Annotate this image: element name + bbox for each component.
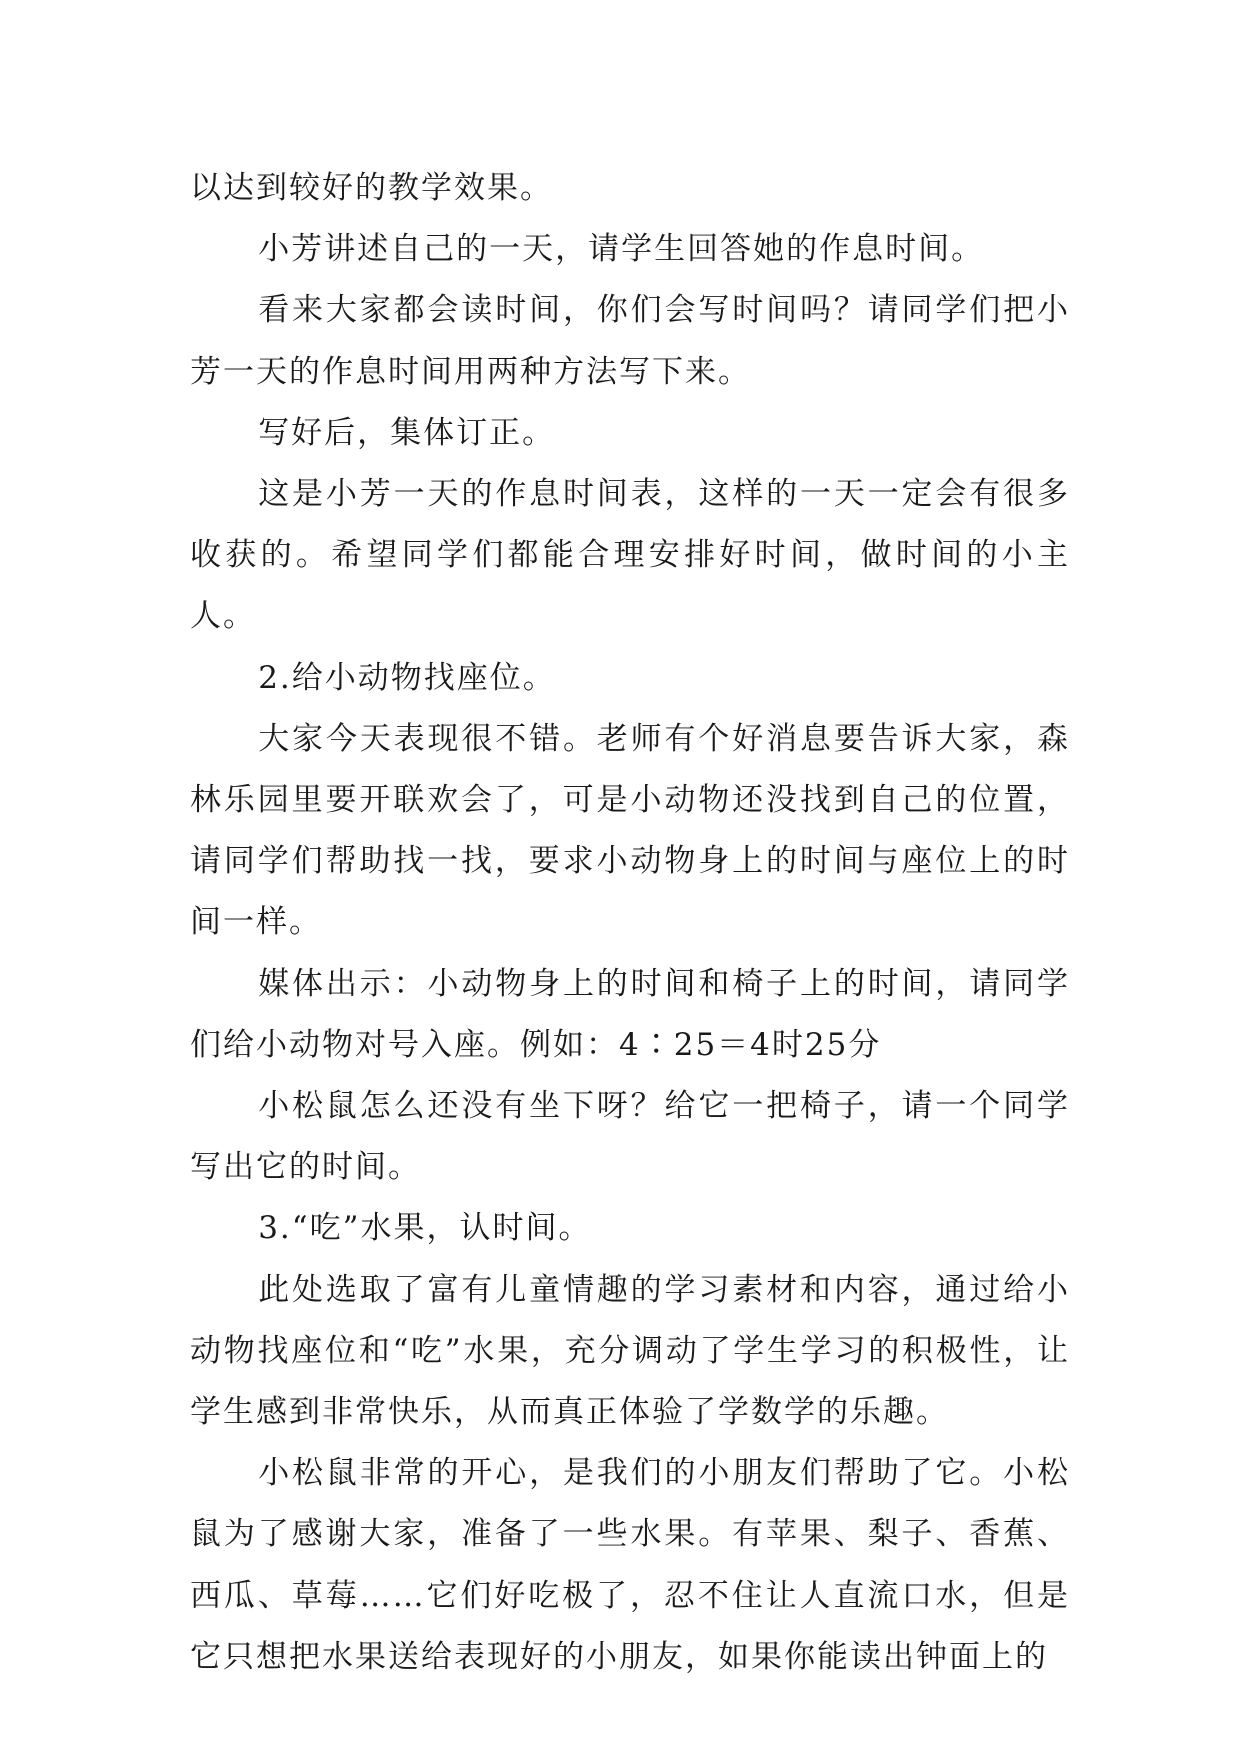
paragraph-5: 这是小芳一天的作息时间表，这样的一天一定会有很多收获的。希望同学们都能合理安排好时间，做时间的小主人。 [190,476,1070,635]
paragraph-8: 媒体出示：小动物身上的时间和椅子上的时间，请同学们给小动物对号入座。例如：4∶25＝4时25分 [190,965,1070,1063]
section-heading-2: 2.给小动物找座位。 [258,659,556,696]
paragraph-3: 看来大家都会读时间，你们会写时间吗？请同学们把小芳一天的作息时间用两种方法写下来。 [190,292,1070,390]
paragraph-12: 小松鼠非常的开心，是我们的小朋友们帮助了它。小松鼠为了感谢大家，准备了一些水果。有苹果、梨子、香蕉、西瓜、草莓……它们好吃极了，忍不住让人直流口水，但是它只想把水果送给表现好的小朋友，如果你能读出钟面上的 [190,1455,1070,1675]
paragraph-11: 此处选取了富有儿童情趣的学习素材和内容，通过给小动物找座位和“吃”水果，充分调动了学生学习的积极性，让学生感到非常快乐，从而真正体验了学数学的乐趣。 [190,1271,1070,1431]
document-body [190,158,1070,1688]
paragraph-9: 小松鼠怎么还没有坐下呀？给它一把椅子，请一个同学写出它的时间。 [190,1088,1070,1186]
paragraph-1: 以达到较好的教学效果。 [190,170,553,206]
section-heading-3: 3.“吃”水果，认时间。 [258,1210,592,1247]
paragraph-4: 写好后，集体订正。 [258,414,556,451]
paragraph-7: 大家今天表现很不错。老师有个好消息要告诉大家，森林乐园里要开联欢会了，可是小动物还没找到自己的位置，请同学们帮助找一找，要求小动物身上的时间与座位上的时间一样。 [190,720,1070,941]
paragraph-2: 小芳讲述自己的一天，请学生回答她的作息时间。 [258,231,985,268]
